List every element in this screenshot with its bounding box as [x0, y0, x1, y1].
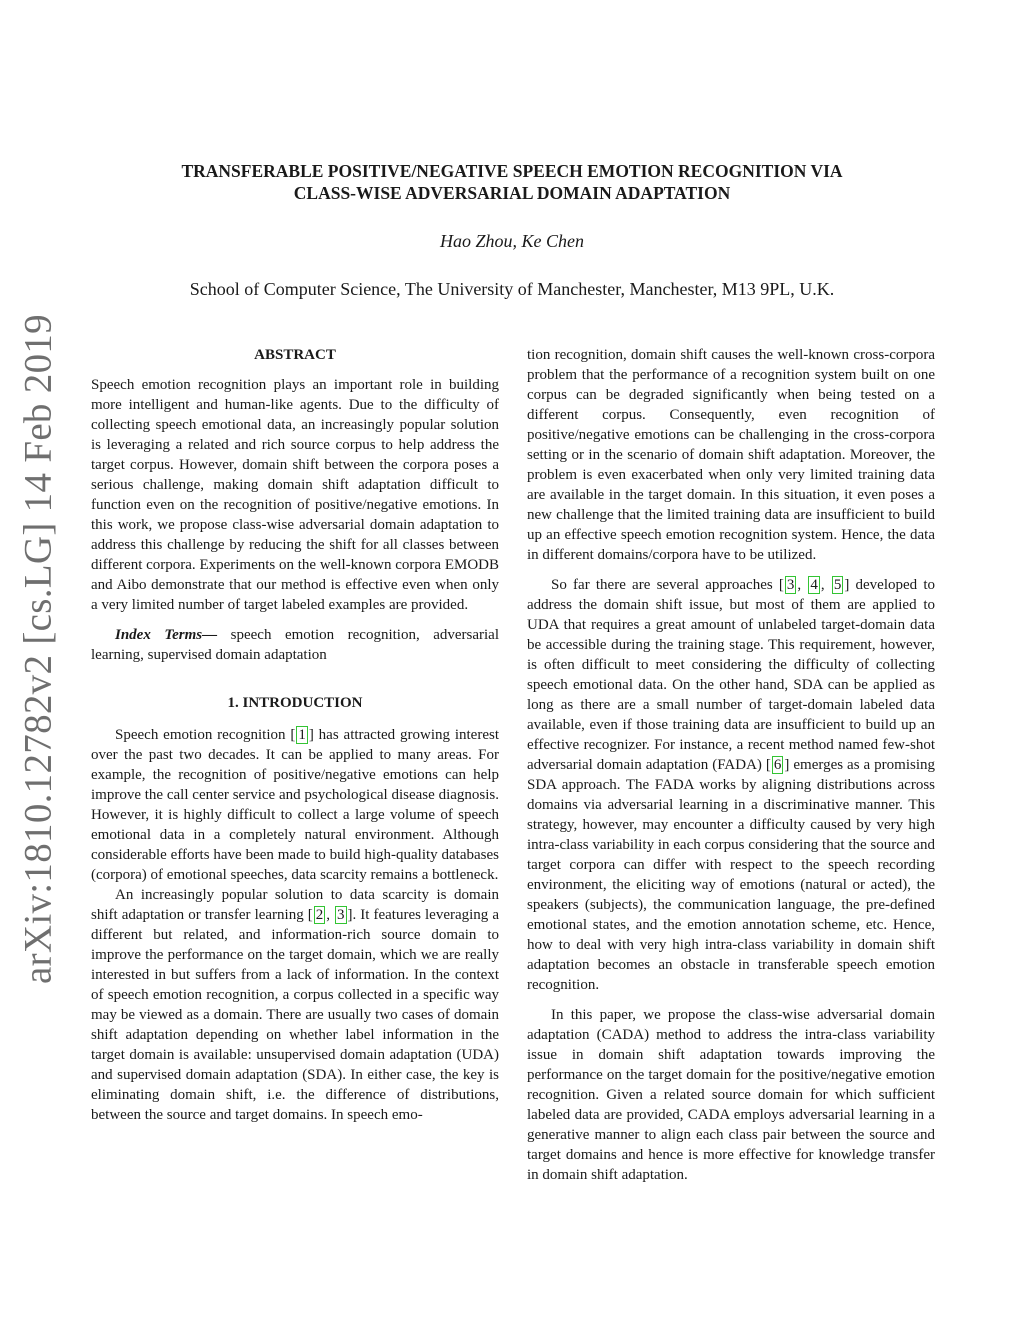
citation-link-3[interactable]: 3 [786, 577, 795, 593]
intro-paragraph-4 [527, 575, 935, 995]
citation-link-3[interactable]: 3 [337, 907, 345, 923]
citation-separator: , [797, 577, 808, 593]
index-terms-text: speech emotion recognition, adversarial learning, supervised domain adaptation [91, 627, 500, 663]
text-span: An increasingly popular solution to data scarcity is domain shift adaptation or transfer learning [ [91, 887, 499, 923]
intro-paragraph-5: In this paper, we propose the class-wise adversarial domain adaptation (CADA) method to address the intra-class variability issue in domain shift adaptation towards improving the performance on the target domain for the positive/negative emotion recognition. Given a related source domain for which sufficient labeled data are provided, CADA employs adversarial learning in a generative manner to align each class pair between the source and target domains and hence is more effective for knowledge transfer in domain shift adaptation. [527, 1007, 935, 1183]
text-span: ] developed to address the domain shift issue, but most of them are applied to UDA that requires a great amount of unlabeled target-domain data be accessible during the training stage. This requirement, however, is often difficult to meet considering the difficulty of collecting speech emotional data. On the other hand, SDA can be applied as long as there are a small number of target-domain labeled data available, even if those training data are insufficient to build up an effective recognizer. For instance, a recent method named few-shot adversarial domain adaptation (FADA) [ [527, 577, 936, 773]
arxiv-identifier-stamp: arXiv:1810.12782v2 [cs.LG] 14 Feb 2019 [16, 314, 60, 984]
text-span: Speech emotion recognition [ [115, 727, 296, 743]
citation-link-4[interactable]: 4 [810, 577, 818, 593]
citation-separator: , [820, 577, 831, 593]
index-terms-label: Index Terms— [115, 627, 218, 643]
abstract-heading: ABSTRACT [254, 347, 336, 363]
introduction-heading: 1. INTRODUCTION [227, 695, 363, 711]
citation-link-5[interactable]: 5 [833, 577, 842, 593]
authors: Hao Zhou, Ke Chen [440, 231, 584, 251]
intro-paragraph-3: tion recognition, domain shift causes the well-known cross-corpora problem that the performance of a recognition system built on one corpus can be degraded significantly when being tested on a different corpus. Consequently, even recognition of positive/negative emotions can be challenging in the cross-corpora setting or in the scenario of domain shift adaptation. Moreover, the problem is even exacerbated when only very limited training data are available in the target domain. In this situation, it even poses a new challenge that the limited training data are insufficient to build up an effective speech emotion recognition system. Hence, the data in different domains/corpora have to be utilized. [527, 347, 935, 563]
text-span: ] has attracted growing interest over the past two decades. It can be applied to many areas. For example, the recognition of positive/negative emotions can help improve the call center service and psychological disease diagnosis. However, it is highly difficult to collect a large volume of speech emotional data in a completely natural environment. Although considerable efforts have been made to build high-quality databases (corpora) of emotional speeches, data scarcity remains a bottleneck. [91, 727, 500, 883]
text-span: ] emerges as a promising SDA approach. The FADA works by aligning distributions across domains via adversarial learning in a discriminative manner. This strategy, however, may encounter a difficulty caused by very high intra-class variability in each corpus considering that the source and target corpora can differ with respect to the speech recording environment, the eliciting way of emotions (natural or acted), the speakers (subjects), the communication language, the pre-defined emotional states, and the emotion annotation scheme, etc. Hence, how to deal with very high intra-class variability in domain shift adaptation becomes an obstacle in transferable speech emotion recognition. [527, 757, 935, 993]
right-column [527, 345, 935, 1185]
index-terms [91, 625, 499, 665]
abstract-text: Speech emotion recognition plays an important role in building more intelligent and human-like agents. Due to the difficulty of collecting speech emotional data, an increasingly popular solution is leveraging a related and rich source corpus to help address the target corpus. However, domain shift between the corpora poses a serious challenge, making domain shift adaptation difficult to function even on the recognition of positive/negative emotions. In this work, we propose class-wise adversarial domain adaptation to address this challenge by reducing the shift for all classes between different corpora. Experiments on the well-known corpora EMODB and Aibo demonstrate that our method is effective even when only a very limited number of target labeled examples are provided. [91, 377, 499, 613]
paper-title [100, 160, 924, 204]
intro-paragraph-2 [91, 885, 499, 1125]
citation-link-1[interactable]: 1 [298, 727, 306, 743]
text-span: ]. It features leveraging a different but related, and information-rich source domain to improve the performance on the target domain, which we are really interested in but suffers from a lack of information. In the context of speech emotion recognition, a corpus collected in a specific way may be viewed as a domain. There are usually two cases of domain shift adaptation depending on whether label information in the target domain is available: unsupervised domain adaptation (UDA) and supervised domain adaptation (SDA). In either case, the key is eliminating domain shift, i.e. the difference of distributions, between the source and target domains. In speech emo- [91, 907, 499, 1123]
citation-link-2[interactable]: 2 [315, 907, 324, 923]
citation-link-6[interactable]: 6 [773, 757, 782, 773]
text-span: So far there are several approaches [ [551, 577, 784, 593]
left-column [91, 345, 499, 1125]
paper-title-line-2: CLASS-WISE ADVERSARIAL DOMAIN ADAPTATION [293, 183, 731, 203]
paper-title-line-1: TRANSFERABLE POSITIVE/NEGATIVE SPEECH EMOTION RECOGNITION VIA [181, 161, 843, 181]
intro-paragraph-1 [91, 725, 499, 885]
affiliation: School of Computer Science, The University of Manchester, Manchester, M13 9PL, U.K. [189, 279, 835, 299]
citation-separator: , [326, 907, 335, 923]
